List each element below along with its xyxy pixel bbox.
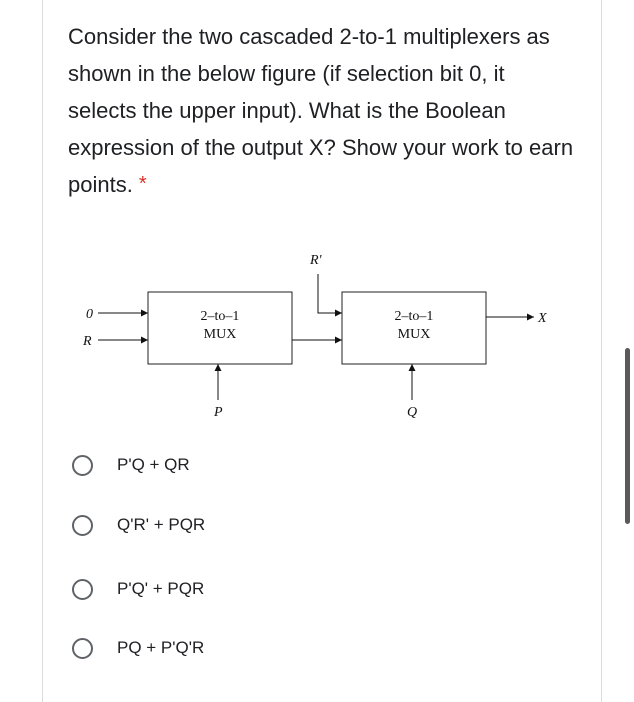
option-3[interactable]	[72, 575, 204, 603]
option-label: P'Q + QR	[117, 455, 190, 474]
scrollbar-thumb[interactable]	[625, 348, 630, 524]
mux1-label-line2: MUX	[203, 327, 237, 342]
label-input-zero: 0	[86, 307, 93, 322]
mux2-label-line2: MUX	[397, 327, 431, 342]
label-output-x: X	[538, 311, 547, 326]
wire-input-r-prime	[318, 274, 342, 313]
circuit-diagram	[72, 240, 572, 430]
radio-circle-icon[interactable]	[72, 515, 93, 536]
option-label: PQ + P'Q'R	[117, 638, 205, 657]
mux1-label-line1: 2–to–1	[200, 309, 240, 324]
option-2[interactable]	[72, 511, 205, 539]
question-text-block	[68, 18, 578, 203]
radio-circle-icon[interactable]	[72, 455, 93, 476]
mux2-label-line1: 2–to–1	[394, 309, 434, 324]
radio-circle-icon[interactable]	[72, 579, 93, 600]
mux-circuit-figure	[72, 240, 572, 435]
option-1[interactable]	[72, 451, 190, 479]
label-select-p: P	[214, 405, 223, 420]
label-input-r: R	[83, 334, 92, 349]
option-4[interactable]	[72, 634, 204, 662]
option-label: P'Q' + PQR	[117, 579, 205, 598]
label-input-r-prime: R'	[310, 253, 322, 268]
option-label: Q'R' + PQR	[117, 515, 206, 534]
required-asterisk: *	[138, 173, 147, 195]
question-text: Consider the two cascaded 2-to-1 multiplexers as shown in the below figure (if selection bit 0, it selects the upper input). What is the Boolean expression of the output X? Show your work to earn points.	[68, 24, 574, 197]
label-select-q: Q	[407, 405, 418, 420]
radio-circle-icon[interactable]	[72, 638, 93, 659]
